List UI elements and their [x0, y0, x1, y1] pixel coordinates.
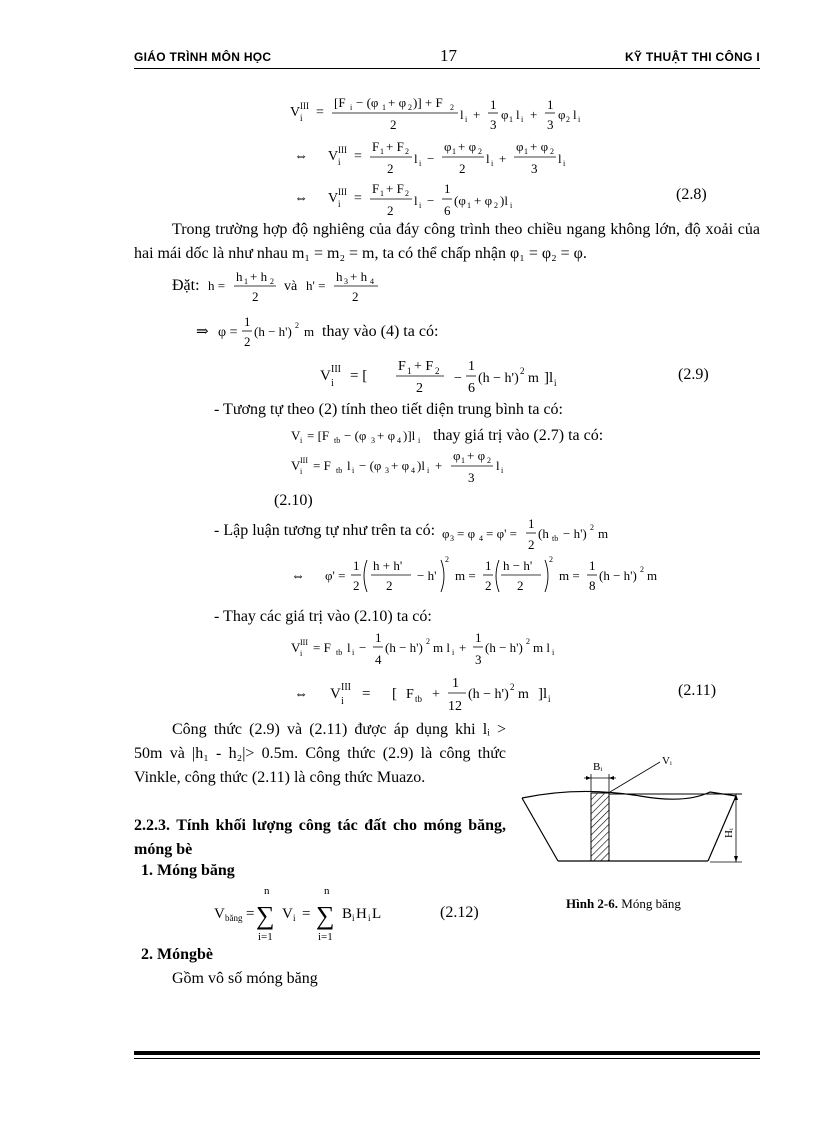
svg-text:⇔: ⇔ [291, 569, 305, 584]
svg-text:+: + [432, 687, 440, 702]
svg-text:2: 2 [550, 147, 554, 156]
svg-text:thay giá trị vào (2.7) ta có:: thay giá trị vào (2.7) ta có: [433, 427, 604, 444]
svg-text:băng: băng [225, 913, 243, 923]
svg-text:1: 1 [244, 314, 251, 329]
paragraph-slope-assumption: Trong trường hợp độ nghiêng của đáy công trình theo chiều ngang không lớn, độ xoải của hai mái dốc là như nhau m₁ = m₂ = m, ta có thể chấp nhận φ₁ = φ₂ = φ. [134, 221, 760, 262]
figure-caption [566, 896, 681, 912]
svg-text:1: 1 [547, 97, 554, 112]
svg-text:+ φ: + φ [467, 448, 486, 463]
svg-text:i: i [352, 466, 355, 475]
svg-text:1: 1 [589, 558, 596, 573]
svg-text:2: 2 [590, 523, 594, 532]
svg-text:φ: φ [444, 139, 452, 154]
svg-text:2: 2 [405, 147, 409, 156]
equation-number-2-10: (2.10) [274, 492, 313, 509]
svg-text:V: V [291, 428, 301, 443]
svg-text:l: l [414, 151, 418, 166]
svg-text:h' =: h' = [306, 278, 326, 293]
svg-text:m =: m = [455, 568, 476, 583]
svg-text:−: − [427, 193, 435, 208]
svg-text:l: l [347, 640, 351, 655]
footer-rule-thick [134, 1051, 760, 1055]
svg-text:]l: ]l [538, 686, 548, 702]
label-volume-vi: Vᵢ [662, 755, 672, 767]
svg-text:=: = [246, 906, 255, 922]
svg-text:III: III [338, 187, 347, 197]
svg-text:i: i [300, 649, 303, 658]
svg-text:i: i [352, 648, 355, 657]
svg-text:− (φ: − (φ [356, 95, 379, 110]
svg-text:l: l [460, 107, 464, 122]
svg-text:2: 2 [459, 161, 466, 176]
svg-text:Đặt:: Đặt: [172, 277, 200, 294]
svg-text:3: 3 [371, 436, 375, 445]
svg-text:(h − h'): (h − h') [478, 371, 519, 386]
svg-text:− (φ: − (φ [344, 428, 367, 443]
svg-text:l: l [573, 107, 577, 122]
label-height-hi: Hᵢ [723, 828, 735, 838]
svg-text:i: i [331, 378, 334, 389]
svg-text:i: i [300, 113, 303, 123]
svg-text:φ: φ [558, 107, 566, 122]
equation-phi [196, 312, 486, 357]
svg-text:h =: h = [208, 278, 226, 293]
svg-text:V: V [328, 149, 339, 164]
svg-text:2: 2 [549, 555, 553, 564]
svg-text:i: i [352, 913, 355, 923]
svg-text:⇔: ⇔ [294, 687, 308, 702]
svg-text:⇒: ⇒ [196, 324, 209, 340]
svg-text:+ φ: + φ [530, 139, 549, 154]
svg-text:l: l [516, 107, 520, 122]
subheading-raft-foundation: 2. Móngbè [141, 946, 213, 963]
svg-text:6: 6 [468, 381, 475, 396]
svg-text:i: i [548, 694, 551, 704]
svg-text:III: III [331, 364, 341, 375]
svg-text:3: 3 [385, 466, 389, 475]
svg-text:φ' =: φ' = [325, 568, 346, 583]
svg-text:+: + [459, 640, 467, 655]
svg-text:(h − h'): (h − h') [385, 640, 423, 655]
svg-text:2: 2 [252, 289, 259, 304]
svg-text:m l: m l [433, 640, 450, 655]
svg-text:3: 3 [547, 117, 554, 132]
svg-text:2: 2 [520, 366, 525, 376]
text-substitute-values: - Thay các giá trị vào (2.10) ta có: [214, 608, 432, 625]
svg-text:=: = [362, 686, 371, 702]
svg-text:i: i [293, 913, 296, 923]
svg-text:h + h': h + h' [373, 558, 403, 573]
svg-text:F: F [406, 687, 414, 702]
svg-text:1: 1 [375, 630, 382, 645]
svg-text:3: 3 [450, 534, 454, 543]
svg-text:i: i [419, 201, 422, 210]
svg-text:+ h: + h [350, 269, 368, 284]
svg-text:2: 2 [450, 103, 454, 112]
svg-text:4: 4 [397, 436, 401, 445]
header-subject-title: KỸ THUẬT THI CÔNG I [624, 50, 760, 64]
svg-text:(h: (h [538, 526, 549, 541]
svg-text:4: 4 [479, 534, 483, 543]
svg-text:4: 4 [411, 466, 415, 475]
svg-text:m: m [304, 324, 315, 339]
svg-text:i: i [341, 696, 344, 707]
svg-text:i: i [452, 648, 455, 657]
footer-rule-thin [134, 1058, 760, 1059]
svg-text:i: i [338, 157, 341, 167]
svg-text:4: 4 [375, 652, 382, 667]
svg-text:3: 3 [468, 470, 475, 485]
figure-caption-text: Móng băng [618, 896, 681, 911]
svg-text:V: V [282, 906, 293, 922]
svg-text:l: l [558, 151, 562, 166]
text-similar-reasoning: - Lập luận tương tự như trên ta có: [214, 522, 436, 539]
svg-text:3: 3 [344, 277, 348, 286]
figure-strip-foundation [510, 746, 760, 886]
svg-text:+ φ: + φ [388, 95, 407, 110]
svg-text:2: 2 [478, 147, 482, 156]
svg-text:1: 1 [407, 366, 412, 376]
svg-text:(h − h'): (h − h') [485, 640, 523, 655]
svg-text:1: 1 [468, 359, 475, 374]
svg-text:tb: tb [552, 534, 559, 543]
svg-text:i: i [300, 467, 303, 476]
svg-text:1: 1 [528, 516, 535, 531]
svg-text:2: 2 [405, 189, 409, 198]
svg-text:III: III [300, 101, 309, 111]
svg-text:2: 2 [352, 289, 359, 304]
svg-text:i: i [427, 466, 430, 475]
svg-text:m l: m l [533, 640, 550, 655]
svg-text:tb: tb [415, 694, 423, 704]
svg-text:i: i [350, 103, 353, 112]
svg-text:V: V [330, 686, 341, 702]
svg-text:2: 2 [517, 578, 524, 593]
svg-text:i: i [419, 159, 422, 168]
svg-text:1: 1 [380, 147, 384, 156]
svg-text:=: = [354, 149, 362, 164]
svg-text:2: 2 [295, 321, 299, 330]
svg-text:= [: = [ [350, 368, 368, 384]
svg-text:+: + [435, 458, 443, 473]
svg-text:∑: ∑ [256, 901, 275, 930]
svg-text:+ φ: + φ [391, 458, 410, 473]
svg-text:1: 1 [444, 181, 451, 196]
svg-text:thay vào (4) ta có:: thay vào (4) ta có: [322, 323, 439, 340]
svg-text:m: m [647, 568, 658, 583]
svg-text:l: l [486, 151, 490, 166]
svg-text:V: V [328, 191, 339, 206]
page-number: 17 [440, 46, 457, 65]
svg-text:V: V [290, 105, 301, 120]
equation-2-12 [214, 882, 414, 951]
svg-text:l: l [496, 458, 500, 473]
svg-text:i: i [368, 913, 371, 923]
svg-text:2: 2 [494, 201, 498, 210]
svg-text:−: − [359, 640, 367, 655]
svg-text:3: 3 [475, 652, 482, 667]
svg-text:−: − [427, 151, 435, 166]
svg-text:i: i [465, 115, 468, 124]
svg-text:−: − [454, 371, 462, 386]
svg-text:2: 2 [445, 555, 449, 564]
svg-text:= φ' =: = φ' = [486, 526, 518, 541]
figure-caption-number: Hình 2-6. [566, 896, 619, 911]
svg-text:2: 2 [270, 277, 274, 286]
svg-text:φ: φ [516, 139, 524, 154]
svg-text:h: h [336, 269, 343, 284]
svg-text:⇔: ⇔ [294, 149, 308, 164]
svg-text:i=1: i=1 [318, 931, 333, 943]
svg-text:6: 6 [444, 203, 451, 218]
svg-text:2: 2 [387, 161, 394, 176]
svg-text:i: i [563, 159, 566, 168]
header-rule [134, 68, 760, 69]
svg-text:và: và [284, 279, 298, 294]
svg-text:1: 1 [509, 115, 513, 124]
text-similarly-average-section: - Tương tự theo (2) tính theo tiết diện trung bình ta có: [214, 401, 563, 418]
svg-text:2: 2 [387, 203, 394, 218]
svg-text:2: 2 [487, 456, 491, 465]
svg-text:]l: ]l [544, 370, 554, 386]
svg-text:2: 2 [640, 565, 644, 574]
svg-text:− (φ: − (φ [359, 458, 382, 473]
svg-text:V: V [291, 640, 301, 655]
svg-text:2: 2 [244, 334, 251, 349]
svg-text:)l: )l [500, 193, 508, 208]
svg-text:(h − h'): (h − h') [254, 324, 292, 339]
svg-text:2: 2 [510, 682, 515, 692]
svg-text:)]l: )]l [403, 428, 416, 443]
svg-text:i: i [300, 436, 303, 445]
svg-text:F: F [372, 139, 380, 154]
svg-text:(φ: (φ [454, 193, 466, 208]
svg-text:1: 1 [467, 201, 471, 210]
svg-text:+: + [530, 107, 538, 122]
svg-text:12: 12 [448, 699, 462, 714]
svg-text:2: 2 [435, 366, 440, 376]
svg-text:1: 1 [452, 676, 459, 691]
svg-text:1: 1 [452, 147, 456, 156]
svg-text:2: 2 [426, 637, 430, 646]
svg-text:)l: )l [417, 458, 425, 473]
svg-text:+ F: + F [386, 181, 404, 196]
svg-text:m =: m = [559, 568, 580, 583]
section-heading-2-2-3: 2.2.3. Tính khối lượng công tác đất cho móng băng, móng bè [134, 817, 506, 858]
svg-text:+ h: + h [250, 269, 268, 284]
svg-text:= [F: = [F [307, 428, 330, 443]
svg-text:2: 2 [566, 115, 570, 124]
equation-define-h [172, 266, 432, 311]
svg-text:+: + [473, 107, 481, 122]
svg-text:III: III [300, 638, 308, 647]
svg-text:m: m [598, 526, 609, 541]
header-course-title: GIÁO TRÌNH MÔN HỌC [134, 50, 272, 64]
svg-text:2: 2 [416, 381, 423, 396]
svg-text:tb: tb [336, 648, 343, 657]
svg-text:i: i [418, 436, 421, 445]
equation-phi-prime [291, 552, 691, 607]
svg-text:(h − h'): (h − h') [468, 687, 509, 702]
svg-text:=: = [354, 191, 362, 206]
equation-number-2-8: (2.8) [676, 186, 707, 203]
svg-text:1: 1 [490, 97, 497, 112]
svg-text:1: 1 [524, 147, 528, 156]
page-header [134, 44, 760, 68]
svg-text:φ: φ [453, 448, 461, 463]
equation-number-2-9: (2.9) [678, 366, 709, 383]
strip-foundation-diagram [510, 746, 760, 886]
svg-text:8: 8 [589, 578, 596, 593]
svg-text:(h − h'): (h − h') [599, 568, 637, 583]
svg-text:∑: ∑ [316, 901, 335, 930]
svg-text:2: 2 [386, 578, 393, 593]
svg-text:− h'): − h') [563, 526, 587, 541]
svg-text:+ F: + F [386, 139, 404, 154]
svg-text:1: 1 [244, 277, 248, 286]
text-raft-description: Gồm vô số móng băng [172, 970, 318, 987]
svg-text:= F: = F [313, 458, 331, 473]
svg-text:III: III [300, 456, 308, 465]
svg-text:1: 1 [380, 189, 384, 198]
svg-text:φ =: φ = [218, 325, 238, 340]
svg-text:i: i [501, 466, 504, 475]
svg-text:V: V [291, 458, 301, 473]
svg-text:1: 1 [382, 103, 386, 112]
subheading-strip-foundation: 1. Móng băng [141, 862, 235, 879]
svg-text:l: l [414, 193, 418, 208]
equation-vi-muazo-expanded [291, 628, 611, 677]
equation-number-2-12: (2.12) [440, 904, 479, 921]
svg-text:− h': − h' [417, 568, 437, 583]
svg-text:=: = [302, 906, 311, 922]
svg-text:tb: tb [334, 436, 341, 445]
svg-text:i: i [521, 115, 524, 124]
equation-2-10 [291, 446, 551, 493]
svg-text:F: F [372, 181, 380, 196]
svg-text:+ F: + F [414, 359, 434, 374]
svg-text:n: n [324, 885, 330, 897]
label-width-bi: Bᵢ [593, 761, 603, 773]
svg-text:+ φ: + φ [474, 193, 493, 208]
paragraph-formula-conditions: Công thức (2.9) và (2.11) được áp dụng khi lᵢ > 50m và |h₁ - h₂|> 0.5m. Công thức (2.9) là công thức Vinkle, công thức (2.11) là công thức Muazo. [134, 721, 506, 786]
svg-text:+ φ: + φ [377, 428, 396, 443]
svg-text:φ: φ [501, 107, 509, 122]
svg-text:1: 1 [475, 630, 482, 645]
svg-text:1: 1 [485, 558, 492, 573]
svg-text:i: i [338, 199, 341, 209]
svg-text:4: 4 [370, 277, 374, 286]
svg-text:i=1: i=1 [258, 931, 273, 943]
equation-vi-2 [294, 136, 614, 183]
svg-text:i: i [510, 201, 513, 210]
svg-text:[: [ [392, 686, 397, 702]
equation-2-9 [320, 354, 560, 403]
svg-text:= φ: = φ [457, 526, 476, 541]
svg-text:l: l [347, 458, 351, 473]
svg-text:2: 2 [528, 537, 535, 552]
svg-text:= F: = F [313, 640, 331, 655]
svg-text:+ φ: + φ [458, 139, 477, 154]
svg-text:H: H [356, 906, 367, 922]
svg-text:⇔: ⇔ [294, 191, 308, 206]
svg-text:3: 3 [531, 161, 538, 176]
svg-text:[F: [F [334, 95, 346, 110]
svg-text:φ: φ [442, 526, 450, 541]
svg-text:h − h': h − h' [503, 558, 533, 573]
svg-text:m: m [518, 687, 529, 702]
svg-text:III: III [341, 682, 351, 693]
svg-text:i: i [578, 115, 581, 124]
svg-text:F: F [398, 359, 406, 374]
svg-text:i: i [491, 159, 494, 168]
svg-text:1: 1 [461, 456, 465, 465]
svg-text:h: h [236, 269, 243, 284]
svg-text:i: i [552, 648, 555, 657]
svg-text:3: 3 [490, 117, 497, 132]
svg-text:III: III [338, 145, 347, 155]
svg-text:)] + F: )] + F [413, 95, 443, 110]
svg-text:2: 2 [353, 578, 360, 593]
svg-text:L: L [372, 906, 382, 922]
svg-text:n: n [264, 885, 270, 897]
svg-text:m: m [528, 371, 539, 386]
svg-text:2: 2 [408, 103, 412, 112]
svg-text:V: V [320, 368, 331, 384]
svg-text:tb: tb [336, 466, 343, 475]
svg-text:2: 2 [526, 637, 530, 646]
svg-text:V: V [214, 906, 225, 922]
equation-number-2-11: (2.11) [678, 682, 717, 699]
svg-text:=: = [316, 105, 324, 120]
svg-text:+: + [499, 151, 507, 166]
svg-text:2: 2 [390, 117, 397, 132]
svg-text:2: 2 [485, 578, 492, 593]
svg-text:1: 1 [353, 558, 360, 573]
equation-vi-1 [290, 92, 610, 139]
svg-text:B: B [342, 906, 353, 922]
svg-text:i: i [554, 378, 557, 388]
